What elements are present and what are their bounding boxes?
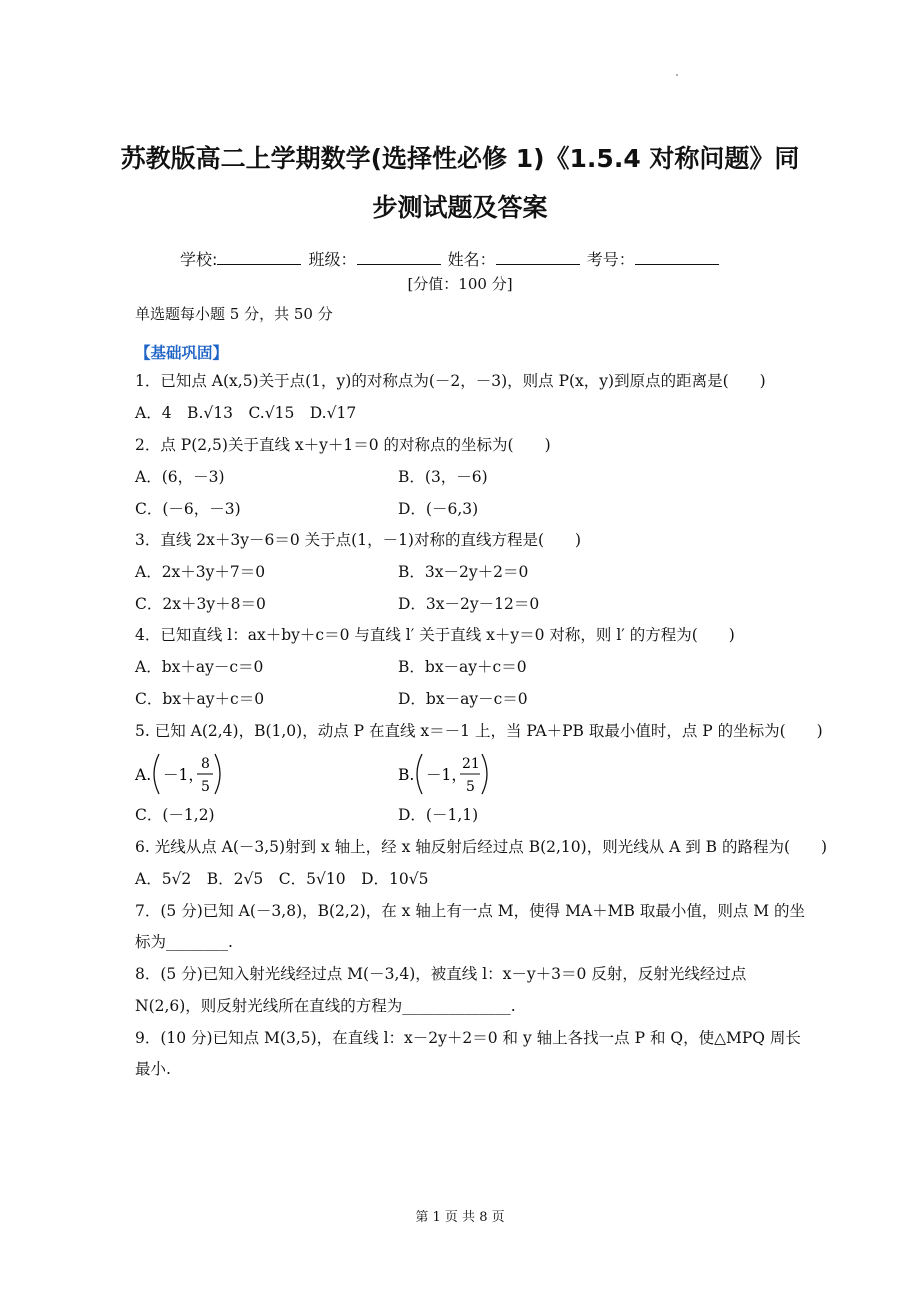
question-3-option-a[interactable]: A．2x＋3y＋7＝0 bbox=[135, 563, 266, 581]
question-9-line-1: 9．(10 分)已知点 M(3,5)，在直线 l：x－2y＋2＝0 和 y 轴上各找一点 P 和 Q，使△MPQ 周长 bbox=[135, 1029, 801, 1047]
question-4-text: 4．已知直线 l：ax＋by＋c＝0 与直线 l′ 关于直线 x＋y＝0 对称，则 l′ 的方程为( ) bbox=[135, 626, 735, 644]
question-5-text: 5. 已知 A(2,4)，B(1,0)，动点 P 在直线 x＝－1 上，当 PA＋PB 取最小值时，点 P 的坐标为( ) bbox=[135, 722, 823, 740]
class-label: 班级： bbox=[308, 250, 357, 269]
document-title-line-1: 苏教版高二上学期数学(选择性必修 1)《1.5.4 对称问题》同 bbox=[120, 144, 800, 173]
section-heading: 【基础巩固】 bbox=[135, 344, 229, 362]
name-blank[interactable] bbox=[496, 247, 580, 265]
school-blank[interactable] bbox=[217, 247, 301, 265]
question-2-option-b[interactable]: B．(3，－6) bbox=[398, 468, 488, 486]
q5a-right-paren bbox=[215, 754, 220, 794]
q5b-denominator: 5 bbox=[466, 779, 475, 795]
q5a-left-paren bbox=[154, 754, 159, 794]
question-4-option-b[interactable]: B．bx－ay＋c＝0 bbox=[398, 658, 527, 676]
number-blank[interactable] bbox=[635, 247, 719, 265]
section-note: 单选题每小题 5 分，共 50 分 bbox=[135, 305, 333, 323]
question-3-option-c[interactable]: C．2x＋3y＋8＝0 bbox=[135, 595, 266, 613]
question-7-line-1: 7．(5 分)已知 A(－3,8)，B(2,2)，在 x 轴上有一点 M，使得 MA＋MB 取最小值，则点 M 的坐 bbox=[135, 902, 806, 920]
question-3-text: 3．直线 2x＋3y－6＝0 关于点(1，－1)对称的直线方程是( ) bbox=[135, 531, 582, 549]
question-2-option-d[interactable]: D．(－6,3) bbox=[398, 500, 479, 518]
document-title-line-2: 步测试题及答案 bbox=[372, 193, 548, 222]
score-value: [分值：100 分] bbox=[407, 275, 513, 293]
question-1-text: 1．已知点 A(x,5)关于点(1，y)的对称点为(－2，－3)，则点 P(x，y)到原点的距离是( ) bbox=[135, 372, 766, 390]
school-label: 学校: bbox=[180, 250, 218, 269]
student-info-row bbox=[180, 247, 760, 272]
q5b-x: －1， bbox=[426, 766, 467, 784]
question-5-option-b[interactable] bbox=[396, 750, 506, 798]
question-2-option-c[interactable]: C．(－6，－3) bbox=[135, 500, 241, 518]
question-5-option-c[interactable]: C．(－1,2) bbox=[135, 806, 215, 824]
q5b-label: B. bbox=[398, 766, 415, 784]
name-label: 姓名： bbox=[447, 250, 496, 269]
question-8-line-1: 8．(5 分)已知入射光线经过点 M(－3,4)，被直线 l：x－y＋3＝0 反射，反射光线经过点 bbox=[135, 965, 747, 983]
q5a-x: －1， bbox=[163, 766, 204, 784]
question-3-option-d[interactable]: D．3x－2y－12＝0 bbox=[398, 595, 540, 613]
question-6-text: 6. 光线从点 A(－3,5)射到 x 轴上，经 x 轴反射后经过点 B(2,10)，则光线从 A 到 B 的路程为( ) bbox=[135, 838, 828, 856]
question-3-option-b[interactable]: B．3x－2y＋2＝0 bbox=[398, 563, 529, 581]
question-4-option-c[interactable]: C．bx＋ay＋c＝0 bbox=[135, 690, 265, 708]
question-2-option-a[interactable]: A．(6，－3) bbox=[135, 468, 225, 486]
question-1-options: A．4 B.√13 C.√15 D.√17 bbox=[135, 404, 357, 422]
question-4-option-d[interactable]: D．bx－ay－c＝0 bbox=[398, 690, 528, 708]
question-8-line-2: N(2,6)，则反射光线所在直线的方程为______________. bbox=[135, 997, 516, 1015]
class-blank[interactable] bbox=[357, 247, 441, 265]
question-5-option-a[interactable] bbox=[133, 750, 233, 798]
q5a-numerator: 8 bbox=[201, 756, 210, 772]
header-mark bbox=[676, 74, 678, 76]
question-4-option-a[interactable]: A．bx＋ay－c＝0 bbox=[135, 658, 264, 676]
question-5-option-d[interactable]: D．(－1,1) bbox=[398, 806, 479, 824]
q5b-right-paren bbox=[482, 754, 487, 794]
question-2-text: 2．点 P(2,5)关于直线 x＋y＋1＝0 的对称点的坐标为( ) bbox=[135, 436, 551, 454]
q5a-label: A. bbox=[135, 766, 152, 784]
question-6-options: A．5√2 B．2√5 C．5√10 D．10√5 bbox=[135, 870, 429, 888]
question-9-line-2: 最小. bbox=[135, 1060, 171, 1078]
q5b-left-paren bbox=[417, 754, 422, 794]
q5a-denominator: 5 bbox=[201, 779, 210, 795]
page-footer: 第 1 页 共 8 页 bbox=[415, 1210, 505, 1225]
q5b-numerator: 21 bbox=[462, 756, 480, 772]
number-label: 考号： bbox=[586, 250, 635, 269]
question-7-line-2: 标为________. bbox=[135, 933, 233, 951]
